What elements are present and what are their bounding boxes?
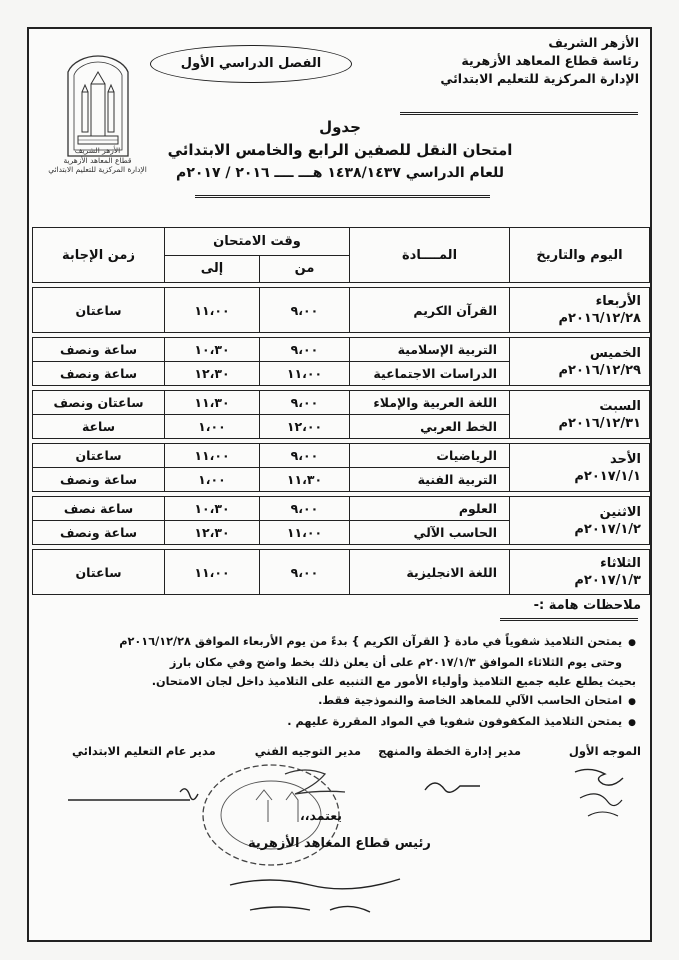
signature-first-supervisor: الموجه الأول xyxy=(568,744,641,758)
exam-schedule-table xyxy=(32,227,650,595)
logo-caption-line-1: الأزهر الشريف xyxy=(74,146,121,155)
handwritten-signatures-icon xyxy=(60,762,650,822)
day-cell xyxy=(510,391,650,439)
header-duration: زمن الإجابة xyxy=(33,228,165,283)
logo-caption-line-3: الإدارة المركزية للتعليم الابتدائي xyxy=(48,165,147,174)
to-cell: ١١،٠٠ xyxy=(165,550,260,595)
day-cell xyxy=(510,550,650,595)
duration-cell: ساعتان xyxy=(33,288,165,333)
day-cell xyxy=(510,444,650,492)
from-cell: ٩،٠٠ xyxy=(260,391,350,415)
subject-cell: الخط العربي xyxy=(350,415,510,439)
from-cell: ٩،٠٠ xyxy=(260,550,350,595)
day-name: الأربعاء xyxy=(595,294,641,309)
duration-cell: ساعة ونصف xyxy=(33,338,165,362)
from-cell: ٩،٠٠ xyxy=(260,338,350,362)
org-line-3: الإدارة المركزية للتعليم الابتدائي xyxy=(440,71,639,86)
to-cell: ١١،٠٠ xyxy=(165,288,260,333)
to-cell: ١٠،٣٠ xyxy=(165,497,260,521)
duration-cell: ساعة ونصف xyxy=(33,468,165,492)
header-time: وقت الامتحان xyxy=(165,228,350,256)
subject-cell: اللغة الانجليزية xyxy=(350,550,510,595)
header-day: اليوم والتاريخ xyxy=(510,228,650,283)
duration-cell: ساعتان xyxy=(33,444,165,468)
org-line-1: الأزهر الشريف xyxy=(548,35,639,50)
table-row xyxy=(33,391,650,415)
note-line-1: ● يمتحن التلاميذ شفوياً في مادة { القرآن الكريم } بدءً من يوم الأربعاء الموافق ٢٠١٦/١٢/٢٨م xyxy=(40,632,636,653)
day-date: ٢٠١٧/١/١م xyxy=(574,468,641,484)
notes-title: ملاحظات هامة :- xyxy=(533,598,641,613)
day-name: الاثنين xyxy=(599,504,641,520)
day-date: ٢٠١٦/١٢/٢٨م xyxy=(558,311,641,326)
notes-divider xyxy=(500,618,638,621)
from-cell: ١١،٠٠ xyxy=(260,362,350,386)
day-date: ٢٠١٦/١٢/٣١م xyxy=(558,415,641,431)
from-cell: ٩،٠٠ xyxy=(260,288,350,333)
day-name: الثلاثاء xyxy=(600,556,641,571)
term-label: الفصل الدراسي الأول xyxy=(150,45,352,83)
subject-cell: التربية الفنية xyxy=(350,468,510,492)
org-line-2: رئاسة قطاع المعاهد الأزهرية xyxy=(461,53,639,68)
title-line-2: امتحان النقل للصفين الرابع والخامس الابتدائي xyxy=(167,141,513,159)
to-cell: ١،٠٠ xyxy=(165,468,260,492)
from-cell: ١١،٠٠ xyxy=(260,521,350,545)
duration-cell: ساعتان xyxy=(33,550,165,595)
header-divider xyxy=(400,112,638,115)
duration-cell: ساعة xyxy=(33,415,165,439)
day-name: الأحد xyxy=(609,451,641,467)
duration-cell: ساعة نصف xyxy=(33,497,165,521)
title-divider xyxy=(195,195,490,198)
to-cell: ١١،٠٠ xyxy=(165,444,260,468)
table-row xyxy=(33,288,650,333)
subject-cell: العلوم xyxy=(350,497,510,521)
title-line-3: للعام الدراسي ١٤٣٨/١٤٣٧ هـــ ــــ ٢٠١٦ / ٢٠١٧م xyxy=(176,165,504,181)
day-date: ٢٠١٧/١/٣م xyxy=(574,573,641,588)
day-cell xyxy=(510,497,650,545)
duration-cell: ساعتان ونصف xyxy=(33,391,165,415)
approval-label: يعتمد،، xyxy=(300,808,342,823)
from-cell: ١٢،٠٠ xyxy=(260,415,350,439)
logo-caption-line-2: قطاع المعاهد الأزهرية xyxy=(63,155,132,165)
note-line-4: ● امتحان الحاسب الآلي للمعاهد الخاصة والنموذجية فقط. xyxy=(40,691,636,712)
header-from: من xyxy=(260,255,350,283)
day-cell xyxy=(510,288,650,333)
organization-header xyxy=(379,34,639,88)
table-row xyxy=(33,444,650,468)
subject-cell: الحاسب الآلي xyxy=(350,521,510,545)
table-row xyxy=(33,497,650,521)
subject-cell: القرآن الكريم xyxy=(350,288,510,333)
subject-cell: الدراسات الاجتماعية xyxy=(350,362,510,386)
to-cell: ١،٠٠ xyxy=(165,415,260,439)
subject-cell: الرياضيات xyxy=(350,444,510,468)
title-line-1: جدول xyxy=(319,118,361,136)
al-azhar-logo-icon xyxy=(58,52,138,160)
logo-caption xyxy=(40,146,155,175)
table-row xyxy=(33,338,650,362)
day-date: ٢٠١٧/١/٢م xyxy=(574,521,641,537)
table-header-row xyxy=(33,228,650,256)
note-line-5: ● يمتحن التلاميذ المكفوفون شفويا في المواد المقررة عليهم . xyxy=(40,712,636,733)
to-cell: ١١،٣٠ xyxy=(165,391,260,415)
notes-list xyxy=(40,632,636,733)
to-cell: ١٢،٣٠ xyxy=(165,362,260,386)
to-cell: ١٠،٣٠ xyxy=(165,338,260,362)
day-date: ٢٠١٦/١٢/٢٩م xyxy=(558,362,641,378)
duration-cell: ساعة ونصف xyxy=(33,521,165,545)
header-to: إلى xyxy=(165,255,260,283)
note-line-2: وحتى يوم الثلاثاء الموافق ٢٠١٧/١/٣م على أن يعلن ذلك بخط واضح وفي مكان بارز xyxy=(169,656,622,669)
signature-guidance: مدير التوجيه الفني xyxy=(254,744,361,758)
from-cell: ٩،٠٠ xyxy=(260,497,350,521)
subject-cell: التربية الإسلامية xyxy=(350,338,510,362)
day-cell xyxy=(510,338,650,386)
duration-cell: ساعة ونصف xyxy=(33,362,165,386)
table-row xyxy=(33,550,650,595)
header-subject: المــــادة xyxy=(350,228,510,283)
day-name: الخميس xyxy=(589,345,641,361)
sector-head-signature-icon xyxy=(210,865,440,920)
from-cell: ١١،٣٠ xyxy=(260,468,350,492)
day-name: السبت xyxy=(599,398,641,414)
signature-general-director: مدير عام التعليم الابتدائي xyxy=(72,744,216,758)
to-cell: ١٢،٣٠ xyxy=(165,521,260,545)
note-line-3: بحيث يطلع عليه جميع التلاميذ وأولياء الأمور مع التنبيه على التلاميذ داخل لجان الامتحان. xyxy=(151,675,636,688)
sector-head-title: رئيس قطاع المعاهد الأزهرية xyxy=(248,836,431,851)
signature-planning: مدير إدارة الخطة والمنهج xyxy=(378,744,521,758)
from-cell: ٩،٠٠ xyxy=(260,444,350,468)
subject-cell: اللغة العربية والإملاء xyxy=(350,391,510,415)
